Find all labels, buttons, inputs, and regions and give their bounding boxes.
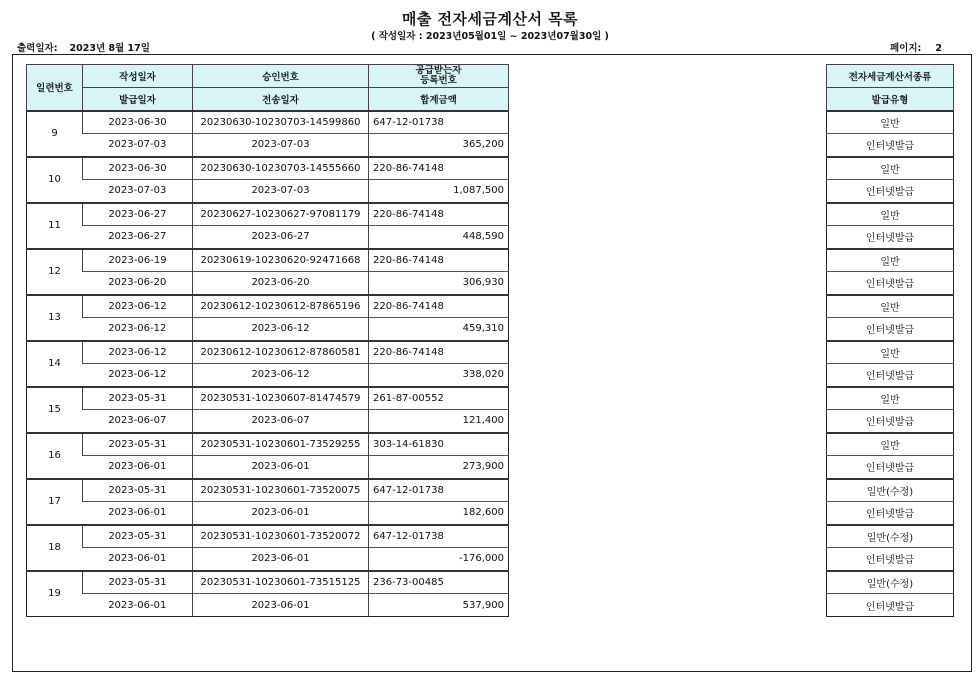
row-approval-no: 20230619-10230620-92471668 (193, 249, 369, 272)
row-total: 537,900 (369, 594, 509, 617)
print-date-value: 2023년 8월 17일 (69, 43, 150, 54)
row-doc-type: 일반 (827, 387, 954, 410)
invoice-table (26, 64, 509, 617)
row-issue-type: 인터넷발급 (827, 134, 954, 157)
row-issue-type: 인터넷발급 (827, 226, 954, 249)
row-issue-date: 2023-06-01 (83, 548, 193, 571)
row-send-date: 2023-06-01 (193, 502, 369, 525)
row-seq: 10 (27, 157, 83, 203)
row-issue-date: 2023-06-01 (83, 456, 193, 479)
page-number: 2 (935, 43, 942, 54)
row-total: 182,600 (369, 502, 509, 525)
table-row (27, 525, 509, 548)
row-send-date: 2023-07-03 (193, 134, 369, 157)
row-seq: 16 (27, 433, 83, 479)
row-reg-no: 220-86-74148 (369, 295, 509, 318)
row-doc-type: 일반 (827, 295, 954, 318)
side-row (827, 502, 954, 525)
print-date (17, 40, 150, 54)
row-reg-no: 261-87-00552 (369, 387, 509, 410)
row-write-date: 2023-06-12 (83, 341, 193, 364)
row-send-date: 2023-06-01 (193, 456, 369, 479)
row-approval-no: 20230531-10230601-73520072 (193, 525, 369, 548)
row-issue-type: 인터넷발급 (827, 180, 954, 203)
side-row (827, 571, 954, 594)
col-header-recipient-reg-no (369, 65, 509, 88)
print-date-label: 출력일자: (17, 43, 58, 54)
row-reg-no: 303-14-61830 (369, 433, 509, 456)
row-approval-no: 20230630-10230703-14555660 (193, 157, 369, 180)
side-row (827, 410, 954, 433)
row-send-date: 2023-07-03 (193, 180, 369, 203)
row-doc-type: 일반 (827, 341, 954, 364)
table-row (27, 341, 509, 364)
side-row (827, 180, 954, 203)
table-row (27, 111, 509, 134)
row-approval-no: 20230630-10230703-14599860 (193, 111, 369, 134)
report-date-range: ( 작성일자 : 2023년05월01일 ~ 2023년07월30일 ) (371, 31, 609, 42)
table-row (27, 272, 509, 295)
row-doc-type: 일반 (827, 203, 954, 226)
row-total: 273,900 (369, 456, 509, 479)
side-row (827, 295, 954, 318)
row-send-date: 2023-06-01 (193, 594, 369, 617)
table-row (27, 180, 509, 203)
row-issue-date: 2023-06-12 (83, 364, 193, 387)
row-seq: 12 (27, 249, 83, 295)
row-seq: 18 (27, 525, 83, 571)
row-doc-type: 일반(수정) (827, 571, 954, 594)
row-reg-no: 220-86-74148 (369, 249, 509, 272)
table-row (27, 387, 509, 410)
side-row (827, 249, 954, 272)
table-row (27, 157, 509, 180)
row-send-date: 2023-06-27 (193, 226, 369, 249)
row-issue-date: 2023-06-07 (83, 410, 193, 433)
col-header-doc-type: 전자세금계산서종류 (827, 65, 954, 88)
table-row (27, 226, 509, 249)
row-doc-type: 일반 (827, 249, 954, 272)
row-write-date: 2023-06-27 (83, 203, 193, 226)
row-seq: 9 (27, 111, 83, 157)
table-row (27, 433, 509, 456)
side-row (827, 525, 954, 548)
row-approval-no: 20230531-10230601-73520075 (193, 479, 369, 502)
row-seq: 14 (27, 341, 83, 387)
side-row (827, 341, 954, 364)
side-row (827, 226, 954, 249)
row-reg-no: 236-73-00485 (369, 571, 509, 594)
row-send-date: 2023-06-20 (193, 272, 369, 295)
col-header-send-date: 전송일자 (193, 88, 369, 111)
side-row (827, 387, 954, 410)
page-label: 페이지: (890, 43, 922, 54)
row-seq: 19 (27, 571, 83, 617)
table-row (27, 295, 509, 318)
row-seq: 17 (27, 479, 83, 525)
row-reg-no: 220-86-74148 (369, 341, 509, 364)
col-header-issue-type: 발급유형 (827, 88, 954, 111)
row-doc-type: 일반(수정) (827, 525, 954, 548)
row-reg-no: 220-86-74148 (369, 203, 509, 226)
table-row (27, 364, 509, 387)
side-header-row-2 (827, 88, 954, 111)
col-header-write-date: 작성일자 (83, 65, 193, 88)
row-doc-type: 일반(수정) (827, 479, 954, 502)
page-indicator (890, 40, 942, 54)
row-issue-type: 인터넷발급 (827, 594, 954, 617)
row-approval-no: 20230531-10230601-73529255 (193, 433, 369, 456)
row-write-date: 2023-06-19 (83, 249, 193, 272)
row-seq: 11 (27, 203, 83, 249)
table-row (27, 318, 509, 341)
table-row (27, 594, 509, 617)
row-send-date: 2023-06-12 (193, 318, 369, 341)
invoice-type-table (826, 64, 954, 617)
row-issue-date: 2023-06-01 (83, 594, 193, 617)
row-seq: 13 (27, 295, 83, 341)
table-row (27, 479, 509, 502)
row-send-date: 2023-06-07 (193, 410, 369, 433)
report-title: 매출 전자세금계산서 목록 (401, 10, 579, 28)
row-doc-type: 일반 (827, 433, 954, 456)
row-approval-no: 20230612-10230612-87860581 (193, 341, 369, 364)
row-total: -176,000 (369, 548, 509, 571)
row-write-date: 2023-05-31 (83, 479, 193, 502)
row-issue-type: 인터넷발급 (827, 502, 954, 525)
side-row (827, 433, 954, 456)
col-header-recipient-line1: 공급받는자 (415, 65, 462, 76)
row-approval-no: 20230612-10230612-87865196 (193, 295, 369, 318)
side-row (827, 318, 954, 341)
row-issue-type: 인터넷발급 (827, 548, 954, 571)
row-doc-type: 일반 (827, 157, 954, 180)
row-reg-no: 220-86-74148 (369, 157, 509, 180)
row-write-date: 2023-06-30 (83, 157, 193, 180)
header-row-2 (27, 88, 509, 111)
table-row (27, 571, 509, 594)
row-total: 448,590 (369, 226, 509, 249)
side-row (827, 548, 954, 571)
row-reg-no: 647-12-01738 (369, 479, 509, 502)
side-row (827, 157, 954, 180)
row-total: 338,020 (369, 364, 509, 387)
row-issue-date: 2023-06-20 (83, 272, 193, 295)
table-row (27, 410, 509, 433)
row-write-date: 2023-06-12 (83, 295, 193, 318)
row-reg-no: 647-12-01738 (369, 111, 509, 134)
row-send-date: 2023-06-01 (193, 548, 369, 571)
row-issue-type: 인터넷발급 (827, 410, 954, 433)
col-header-approval-no: 승인번호 (193, 65, 369, 88)
row-issue-type: 인터넷발급 (827, 456, 954, 479)
col-header-recipient-line2: 등록번호 (420, 75, 457, 86)
row-write-date: 2023-06-30 (83, 111, 193, 134)
col-header-total: 합계금액 (369, 88, 509, 111)
row-approval-no: 20230627-10230627-97081179 (193, 203, 369, 226)
row-issue-type: 인터넷발급 (827, 272, 954, 295)
table-row (27, 502, 509, 525)
side-row (827, 203, 954, 226)
row-send-date: 2023-06-12 (193, 364, 369, 387)
row-write-date: 2023-05-31 (83, 571, 193, 594)
table-row (27, 456, 509, 479)
row-issue-date: 2023-07-03 (83, 180, 193, 203)
table-row (27, 134, 509, 157)
row-issue-type: 인터넷발급 (827, 318, 954, 341)
col-header-seq: 일련번호 (27, 65, 83, 111)
row-issue-type: 인터넷발급 (827, 364, 954, 387)
row-write-date: 2023-05-31 (83, 433, 193, 456)
side-row (827, 479, 954, 502)
row-reg-no: 647-12-01738 (369, 525, 509, 548)
row-doc-type: 일반 (827, 111, 954, 134)
row-total: 1,087,500 (369, 180, 509, 203)
side-row (827, 364, 954, 387)
row-issue-date: 2023-06-12 (83, 318, 193, 341)
col-header-issue-date: 발급일자 (83, 88, 193, 111)
row-issue-date: 2023-06-27 (83, 226, 193, 249)
side-row (827, 456, 954, 479)
table-row (27, 249, 509, 272)
row-total: 459,310 (369, 318, 509, 341)
side-row (827, 594, 954, 617)
side-row (827, 134, 954, 157)
row-approval-no: 20230531-10230601-73515125 (193, 571, 369, 594)
row-seq: 15 (27, 387, 83, 433)
header-row-1 (27, 65, 509, 88)
table-row (27, 548, 509, 571)
row-write-date: 2023-05-31 (83, 525, 193, 548)
row-total: 365,200 (369, 134, 509, 157)
row-approval-no: 20230531-10230607-81474579 (193, 387, 369, 410)
table-row (27, 203, 509, 226)
side-row (827, 272, 954, 295)
side-row (827, 111, 954, 134)
side-header-row-1 (827, 65, 954, 88)
row-total: 306,930 (369, 272, 509, 295)
row-issue-date: 2023-06-01 (83, 502, 193, 525)
row-write-date: 2023-05-31 (83, 387, 193, 410)
row-total: 121,400 (369, 410, 509, 433)
row-issue-date: 2023-07-03 (83, 134, 193, 157)
